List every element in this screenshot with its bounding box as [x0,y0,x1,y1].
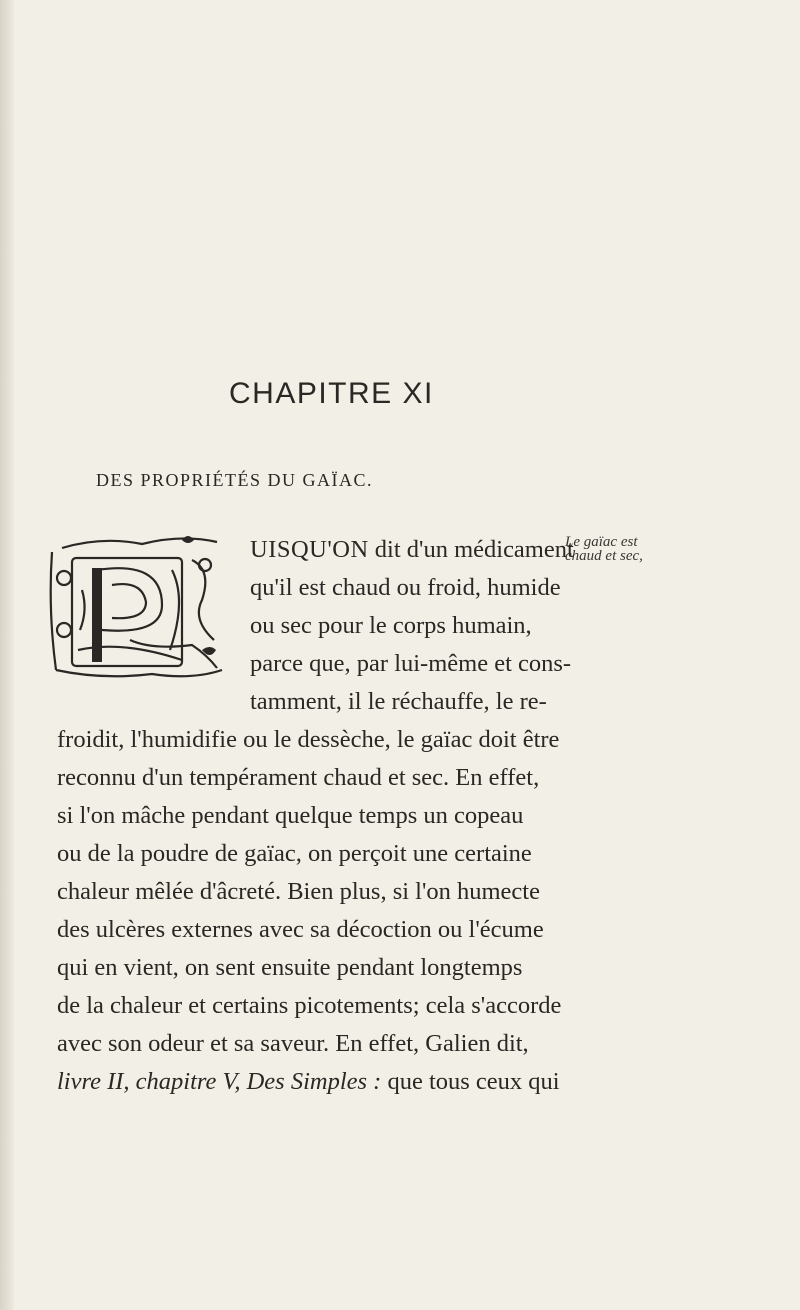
text-line: parce que, par lui-même et cons- [250,650,572,677]
text-line: ou sec pour le corps humain, [250,612,532,639]
text-line: tamment, il le réchauffe, le re- [250,688,547,715]
text-line: ou de la poudre de gaïac, on perçoit une certaine [57,840,532,867]
citation: livre II, chapitre V, Des Simples : [57,1068,382,1095]
text-line: reconnu d'un tempérament chaud et sec. En effet, [57,764,540,791]
chapter-title: CHAPITRE XI [229,377,434,410]
text-line: si l'on mâche pendant quelque temps un copeau [57,802,524,829]
margin-note-line: chaud et sec, [565,548,643,564]
text-segment: que tous ceux qui [381,1068,560,1095]
text-line [57,1068,560,1096]
drop-cap-continuation: UISQU'ON [250,536,369,563]
ornamental-letter-p-icon [42,530,242,682]
text-line: des ulcères externes avec sa décoction ou l'écume [57,916,544,943]
text-line: chaleur mêlée d'âcreté. Bien plus, si l'on humecte [57,878,540,905]
margin-note [565,535,643,563]
chapter-subtitle: DES PROPRIÉTÉS DU GAÏAC. [96,470,374,490]
text-line: de la chaleur et certains picotements; cela s'accorde [57,992,562,1019]
text-segment: dit d'un médicament [368,536,574,563]
text-line: froidit, l'humidifie ou le dessèche, le gaïac doit être [57,726,560,753]
text-line: qui en vient, on sent ensuite pendant longtemps [57,954,523,981]
text-line: qu'il est chaud ou froid, humide [250,574,561,601]
text-line [250,536,574,564]
page-edge [0,0,14,1310]
margin-note-line: Le gaïac est [565,534,638,550]
text-line: avec son odeur et sa saveur. En effet, Galien dit, [57,1030,529,1057]
